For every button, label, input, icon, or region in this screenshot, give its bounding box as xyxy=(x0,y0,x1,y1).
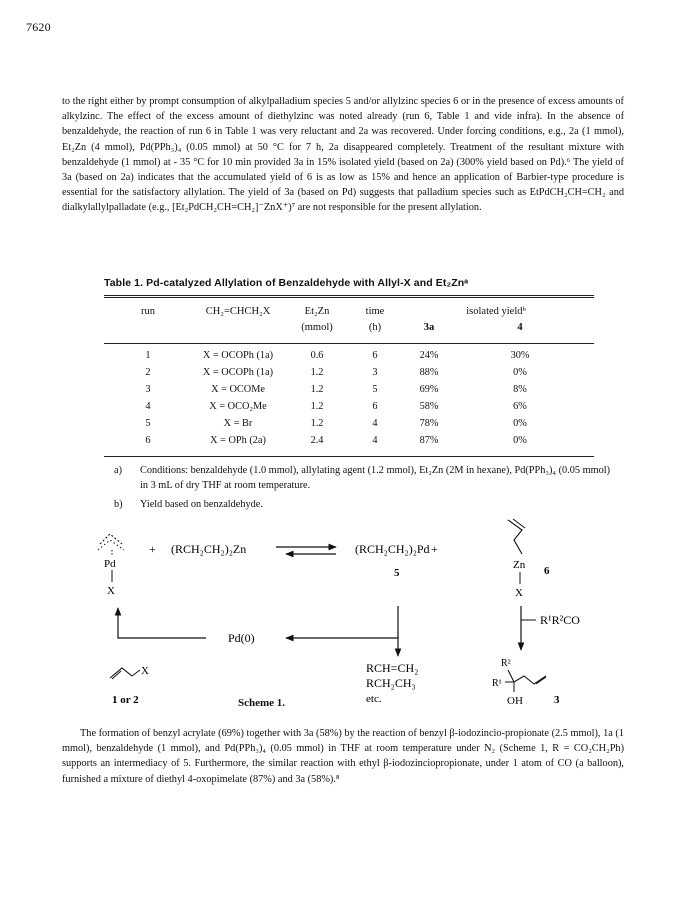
allylzinc-species xyxy=(508,519,550,599)
header-isolated-yield: isolated yieldᵇ xyxy=(466,306,526,317)
cell-time: 6 xyxy=(372,401,378,412)
zn-label: Zn xyxy=(513,559,526,571)
cell-run: 6 xyxy=(145,435,151,446)
cell-yield-3a: 24% xyxy=(419,350,439,361)
table-footnote-a xyxy=(114,463,614,495)
homoallylic-alcohol-product xyxy=(492,658,560,707)
allyl-chain xyxy=(508,520,522,554)
cell-run: 5 xyxy=(145,418,151,429)
page-number: 7620 xyxy=(26,20,51,34)
scheme-title: Scheme 1. xyxy=(238,697,286,709)
body-paragraph-1: to the right either by prompt consumption of alkylpalladium species 5 and/or allylzinc species 6 or in the presence of excess amounts of alkylzinc. The effect of the excess amount of diethylzinc was noted already (run 6, Table 1 and vide infra). In the absence of benzaldehyde, the reaction of run 6 in Table 1 was very reluctant and 2a was recovered. Under forcing conditions, e.g., 2a (1 mmol), Et₂Zn (4 mmol), Pd(PPh₃)₄ (0.05 mmol) at 50 °C for 7 h, 2a disappeared completely. Treatment of the resultant mixture with benzaldehyde (1 mmol) at - 35 °C for 10 min provided 3a in 15% isolated yield (based on 2a) (300% yield based on Pd).⁶ The yield of 3a (based on 2a) indicates that the accumulated yield of 6 is as low as 15% and hence an application of Barbier-type procedure is essential for the satisfactory allylation. The yield of 3a (based on Pd) suggests that palladium species such as EtPdCH₂CH=CH₂ and dialkylallylpalladate (e.g., [Et₂PdCH₂CH=CH₂]⁻ZnX⁺)⁷ are not responsible for the present allylation. xyxy=(62,96,624,214)
table-top-rule-double xyxy=(104,297,594,298)
body-paragraph-2: The formation of benzyl acrylate (69%) together with 3a (58%) by the reaction of benzyl β-iodozincio-propionate (2.5 mmol), 1a (1 mmol), benzaldehyde (1 mmol), and Pd(PPh₃)₄ (0.05 mmol) in THF at room temperature under N₂ (Scheme 1, R = CO₂CH₂Ph) supports an intermediacy of 5. Furthermore, the similar reaction with ethyl β-iodozinciopropionate, under 1 atom of CO (a balloon), furnished a mixture of diethyl 4-oxopimelate (87%) and 3a (58%).⁸ xyxy=(62,728,624,785)
compound-5-label: 5 xyxy=(394,567,400,579)
cell-yield-3a: 88% xyxy=(419,367,439,378)
cell-et2zn: 1.2 xyxy=(310,401,324,412)
plus-sign: + xyxy=(149,542,156,556)
cell-yield-3a: 78% xyxy=(419,418,439,429)
allyl-dotted-bond xyxy=(98,540,124,550)
cell-x: X = OCO₂Me xyxy=(209,401,267,412)
cell-x: X = Br xyxy=(223,418,253,429)
footnote-text: Yield based on benzaldehyde. xyxy=(140,499,263,510)
table-header-rule xyxy=(104,343,594,344)
dialkylpalladium-intermediate: (RCH₂CH₂)₂Pd xyxy=(355,542,430,556)
cell-time: 6 xyxy=(372,350,378,361)
header-et2zn: Et₂Zn xyxy=(304,306,330,317)
cell-time: 4 xyxy=(372,435,378,446)
pd0-catalyst: Pd(0) xyxy=(228,631,255,645)
cell-x: X = OPh (2a) xyxy=(210,435,266,446)
substrate-label: 1 or 2 xyxy=(112,694,139,706)
byproduct-alkane: RCH₂CH₃ xyxy=(366,676,416,690)
cell-run: 4 xyxy=(145,401,151,412)
pd-label: Pd xyxy=(104,558,116,570)
carbonyl-reagent: R¹R²CO xyxy=(540,613,580,627)
footnote-text: Conditions: benzaldehyde (1.0 mmol), allylating agent (1.2 mmol), Et₂Zn (2M in hexane), Pd(PPh₃)₄ (0.05 mmol) in 3 mL of dry THF at room temperature. xyxy=(140,465,611,491)
header-yield-3a: 3a xyxy=(423,322,435,333)
r1-label: R¹ xyxy=(492,678,502,689)
equilibrium-arrow xyxy=(276,547,336,554)
cell-yield-3a: 58% xyxy=(419,401,439,412)
cell-x: X = OCOMe xyxy=(211,384,265,395)
table-caption: Table 1. Pd-catalyzed Allylation of Benzaldehyde with Allyl-X and Et₂Znᵃ xyxy=(104,277,469,289)
header-reagent: CH₂=CHCH₂X xyxy=(205,306,271,317)
allyl-dashed-bond xyxy=(100,534,122,544)
x-label-zn: X xyxy=(515,587,523,599)
cell-time: 3 xyxy=(372,367,378,378)
byproduct-etc: etc. xyxy=(366,693,382,705)
header-time: time xyxy=(365,306,385,317)
cell-et2zn: 2.4 xyxy=(310,435,324,446)
cell-time: 4 xyxy=(372,418,378,429)
x-label: X xyxy=(107,585,115,597)
cell-et2zn: 1.2 xyxy=(310,384,324,395)
plus-sign-2: + xyxy=(431,542,438,556)
cell-et2zn: 1.2 xyxy=(310,418,324,429)
table-bottom-rule xyxy=(104,456,594,457)
byproduct-alkene: RCH=CH₂ xyxy=(366,661,419,675)
cell-x: X = OCOPh (1a) xyxy=(202,367,274,378)
compound-6-label: 6 xyxy=(544,565,550,577)
header-time-unit: (h) xyxy=(368,322,382,333)
cell-yield-4: 6% xyxy=(513,401,527,412)
r2-label: R² xyxy=(501,658,511,669)
cell-yield-4: 0% xyxy=(513,418,527,429)
scheme-1-diagram xyxy=(0,510,679,720)
cell-et2zn: 1.2 xyxy=(310,367,324,378)
compound-3-label: 3 xyxy=(554,694,560,706)
cell-run: 3 xyxy=(145,384,151,395)
header-yield-4: 4 xyxy=(517,322,523,333)
cell-x: X = OCOPh (1a) xyxy=(202,350,274,361)
cell-time: 5 xyxy=(372,384,378,395)
allyl-x-substrate xyxy=(110,665,149,679)
cell-yield-3a: 87% xyxy=(419,435,439,446)
cell-yield-4: 8% xyxy=(513,384,527,395)
x-label-substrate: X xyxy=(141,665,149,677)
oxidative-addition-arrow xyxy=(118,608,206,638)
cell-et2zn: 0.6 xyxy=(310,350,324,361)
cell-yield-4: 0% xyxy=(513,367,527,378)
cell-yield-4: 30% xyxy=(510,350,530,361)
pi-allyl-pd-complex xyxy=(98,534,124,597)
allyl-double-bond xyxy=(513,519,525,528)
footnote-label: a) xyxy=(114,465,122,476)
cell-yield-3a: 69% xyxy=(419,384,439,395)
header-run: run xyxy=(141,306,155,317)
table-top-rule xyxy=(104,295,594,296)
pd0-return-arrow xyxy=(286,636,398,638)
header-et2zn-unit: (mmol) xyxy=(301,322,333,333)
cell-run: 2 xyxy=(145,367,151,378)
cell-yield-4: 0% xyxy=(513,435,527,446)
footnote-label: b) xyxy=(114,499,123,510)
cell-run: 1 xyxy=(145,350,151,361)
oh-label: OH xyxy=(507,695,523,707)
dialkylzinc-reagent: (RCH₂CH₂)₂Zn xyxy=(171,542,247,556)
